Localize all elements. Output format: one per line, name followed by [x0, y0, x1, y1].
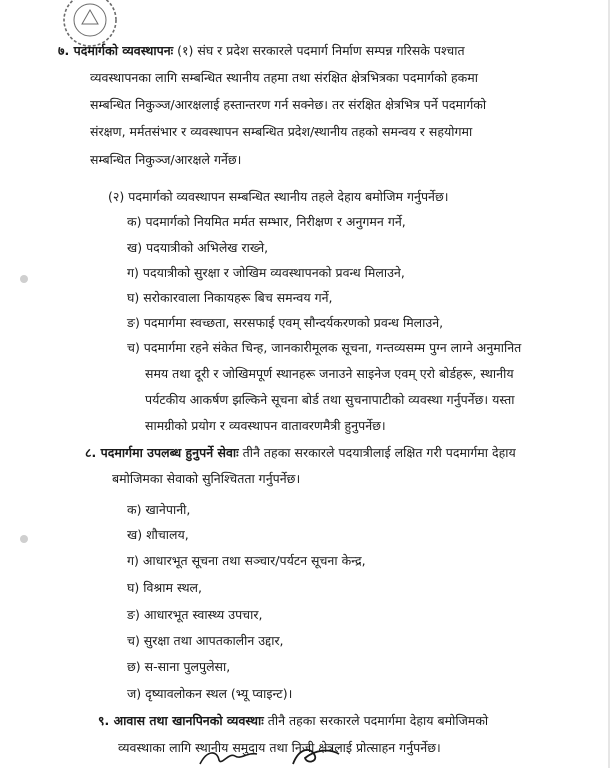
- list-item: छ) स-साना पुलपुलेसा,: [127, 659, 231, 674]
- section-7-text: (१) संघ र प्रदेश सरकारले पदमार्ग निर्माण सम्पन्न गरिसके पश्चात: [177, 43, 465, 58]
- list-item-continuation: सामग्रीको प्रयोग र व्यवस्थापन वातावरणमैत्री हुनुपर्नेछ।: [145, 418, 386, 433]
- list-item: ङ) आधारभूत स्वास्थ्य उपचार,: [127, 607, 263, 622]
- list-item: च) पदमार्गमा रहने संकेत चिन्ह, जानकारीमूलक सूचना, गन्तव्यसम्म पुग्न लाग्ने अनुमानित: [127, 340, 522, 355]
- section-8-heading: ८. पदमार्गमा उपलब्ध हुनुपर्ने सेवाः: [85, 445, 239, 460]
- section-7-line-5: सम्बन्धित निकुञ्ज/आरक्षले गर्नेछ।: [90, 152, 242, 167]
- section-9-text: तीनै तहका सरकारले पदमार्गमा देहाय बमोजिमको: [267, 713, 489, 728]
- list-item: घ) विश्राम स्थल,: [127, 580, 203, 595]
- section-7-line-1: [58, 43, 465, 59]
- list-item: क) पदमार्गको नियमित मर्मत सम्भार, निरीक्षण र अनुगमन गर्ने,: [127, 214, 406, 229]
- section-9-heading: ९. आवास तथा खानपिनको व्यवस्थाः: [98, 713, 264, 728]
- section-7-2-intro: (२) पदमार्गको व्यवस्थापन सम्बन्धित स्थानीय तहले देहाय बमोजिम गर्नुपर्नेछ।: [108, 189, 449, 204]
- section-7-heading: ७. पदमार्गको व्यवस्थापनः: [58, 43, 174, 58]
- signature-2: [285, 742, 345, 768]
- list-item: ङ) पदमार्गमा स्वच्छता, सरसफाई एवम् सौन्दर्यकरणको प्रवन्ध मिलाउने,: [127, 315, 444, 330]
- list-item: ख) पदयात्रीको अभिलेख राख्ने,: [127, 240, 269, 255]
- section-7-line-3: सम्बन्धित निकुञ्ज/आरक्षलाई हस्तान्तरण गर्न सक्नेछ। तर संरक्षित क्षेत्रभित्र पर्ने पदमार्गको: [90, 97, 487, 112]
- list-item: घ) सरोकारवाला निकायहरू बिच समन्वय गर्ने,: [127, 290, 333, 305]
- section-9-line-2: व्यवस्थाका लागि स्थानीय समुदाय तथा निजी क्षेत्रलाई प्रोत्साहन गर्नुपर्नेछ।: [118, 740, 441, 755]
- section-8-line-2: बमोजिमका सेवाको सुनिश्चितता गर्नुपर्नेछ।: [112, 471, 301, 486]
- list-item: ख) शौचालय,: [127, 527, 189, 542]
- list-item: ज) दृष्यावलोकन स्थल (भ्यू प्वाइन्ट)।: [127, 686, 293, 701]
- section-7-line-2: व्यवस्थापनका लागि सम्बन्धित स्थानीय तहमा तथा संरक्षित क्षेत्रभित्रका पदमार्गको हकमा: [90, 70, 478, 85]
- punch-hole: [20, 275, 28, 283]
- punch-hole: [20, 535, 28, 543]
- list-item: ग) पदयात्रीको सुरक्षा र जोखिम व्यवस्थापनको प्रवन्ध मिलाउने,: [127, 265, 405, 280]
- list-item: क) खानेपानी,: [127, 502, 191, 517]
- list-item: च) सुरक्षा तथा आपतकालीन उद्दार,: [127, 633, 284, 648]
- list-item-continuation: पर्यटकीय आकर्षण झल्किने सूचना बोर्ड तथा सुचनापाटीको व्यवस्था गर्नुपर्नेछ। यस्ता: [145, 392, 515, 407]
- section-7-line-4: संरक्षण, मर्मतसंभार र व्यवस्थापन सम्बन्धित प्रदेश/स्थानीय तहको समन्वय र सहयोगमा: [90, 124, 473, 139]
- list-item: ग) आधारभूत सूचना तथा सञ्चार/पर्यटन सूचना केन्द्र,: [127, 553, 366, 568]
- list-item-continuation: समय तथा दूरी र जोखिमपूर्ण स्थानहरू जनाउने साइनेज एवम् एरो बोर्डहरू, स्थानीय: [145, 366, 514, 381]
- section-9-line-1: [98, 713, 488, 729]
- section-8-text: तीनै तहका सरकारले पदयात्रीलाई लक्षित गरी पदमार्गमा देहाय: [242, 445, 516, 460]
- signature-1: [195, 748, 265, 768]
- section-8-line-1: [85, 445, 516, 461]
